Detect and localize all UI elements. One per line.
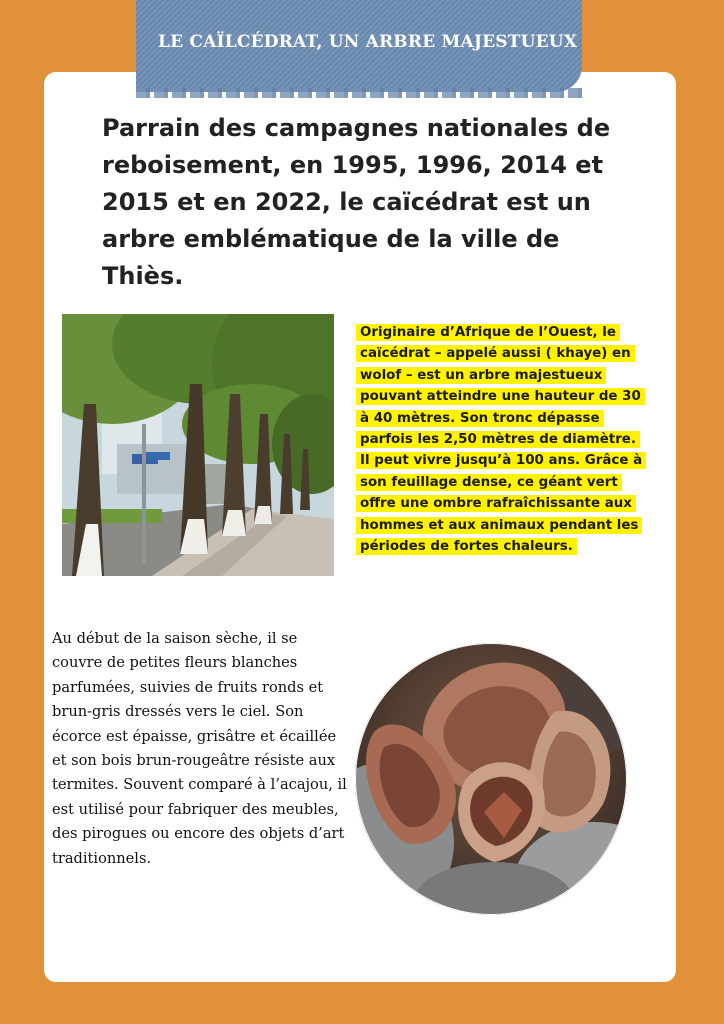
- seed-pods-photo: [354, 642, 628, 916]
- highlight-paragraph: Originaire d’Afrique de l’Ouest, le caïcédrat – appelé aussi ( khaye) en wolof – est un arbre majestueux pouvant atteindre une hauteur de 30 à 40 mètres. Son tronc dépasse parfois les 2,50 mètres de diamètre. Il peut vivre jusqu’à 100 ans. Grâce à son feuillage dense, ce géant vert offre une ombre rafraîchissante aux hommes et aux animaux pendant les périodes de fortes chaleurs.: [356, 322, 646, 557]
- intro-paragraph: Parrain des campagnes nationales de reboisement, en 1995, 1996, 2014 et 2015 et en 2022, le caïcédrat est un arbre emblématique de la ville de Thiès.: [102, 114, 611, 290]
- banner-title: LE CAÏLCÉDRAT, UN ARBRE MAJESTUEUX: [158, 32, 578, 52]
- tree-lined-street-photo: [62, 314, 334, 576]
- body-paragraph: Au début de la saison sèche, il se couvre de petites fleurs blanches parfumées, suivies de fruits ronds et brun-gris dressés vers le ciel. Son écorce est épaisse, grisâtre et écaillée et son bois brun-rougeâtre résiste aux termites. Souvent comparé à l’acajou, il est utilisé pour fabriquer des meubles, des pirogues ou encore des objets d’art traditionnels.: [52, 630, 347, 867]
